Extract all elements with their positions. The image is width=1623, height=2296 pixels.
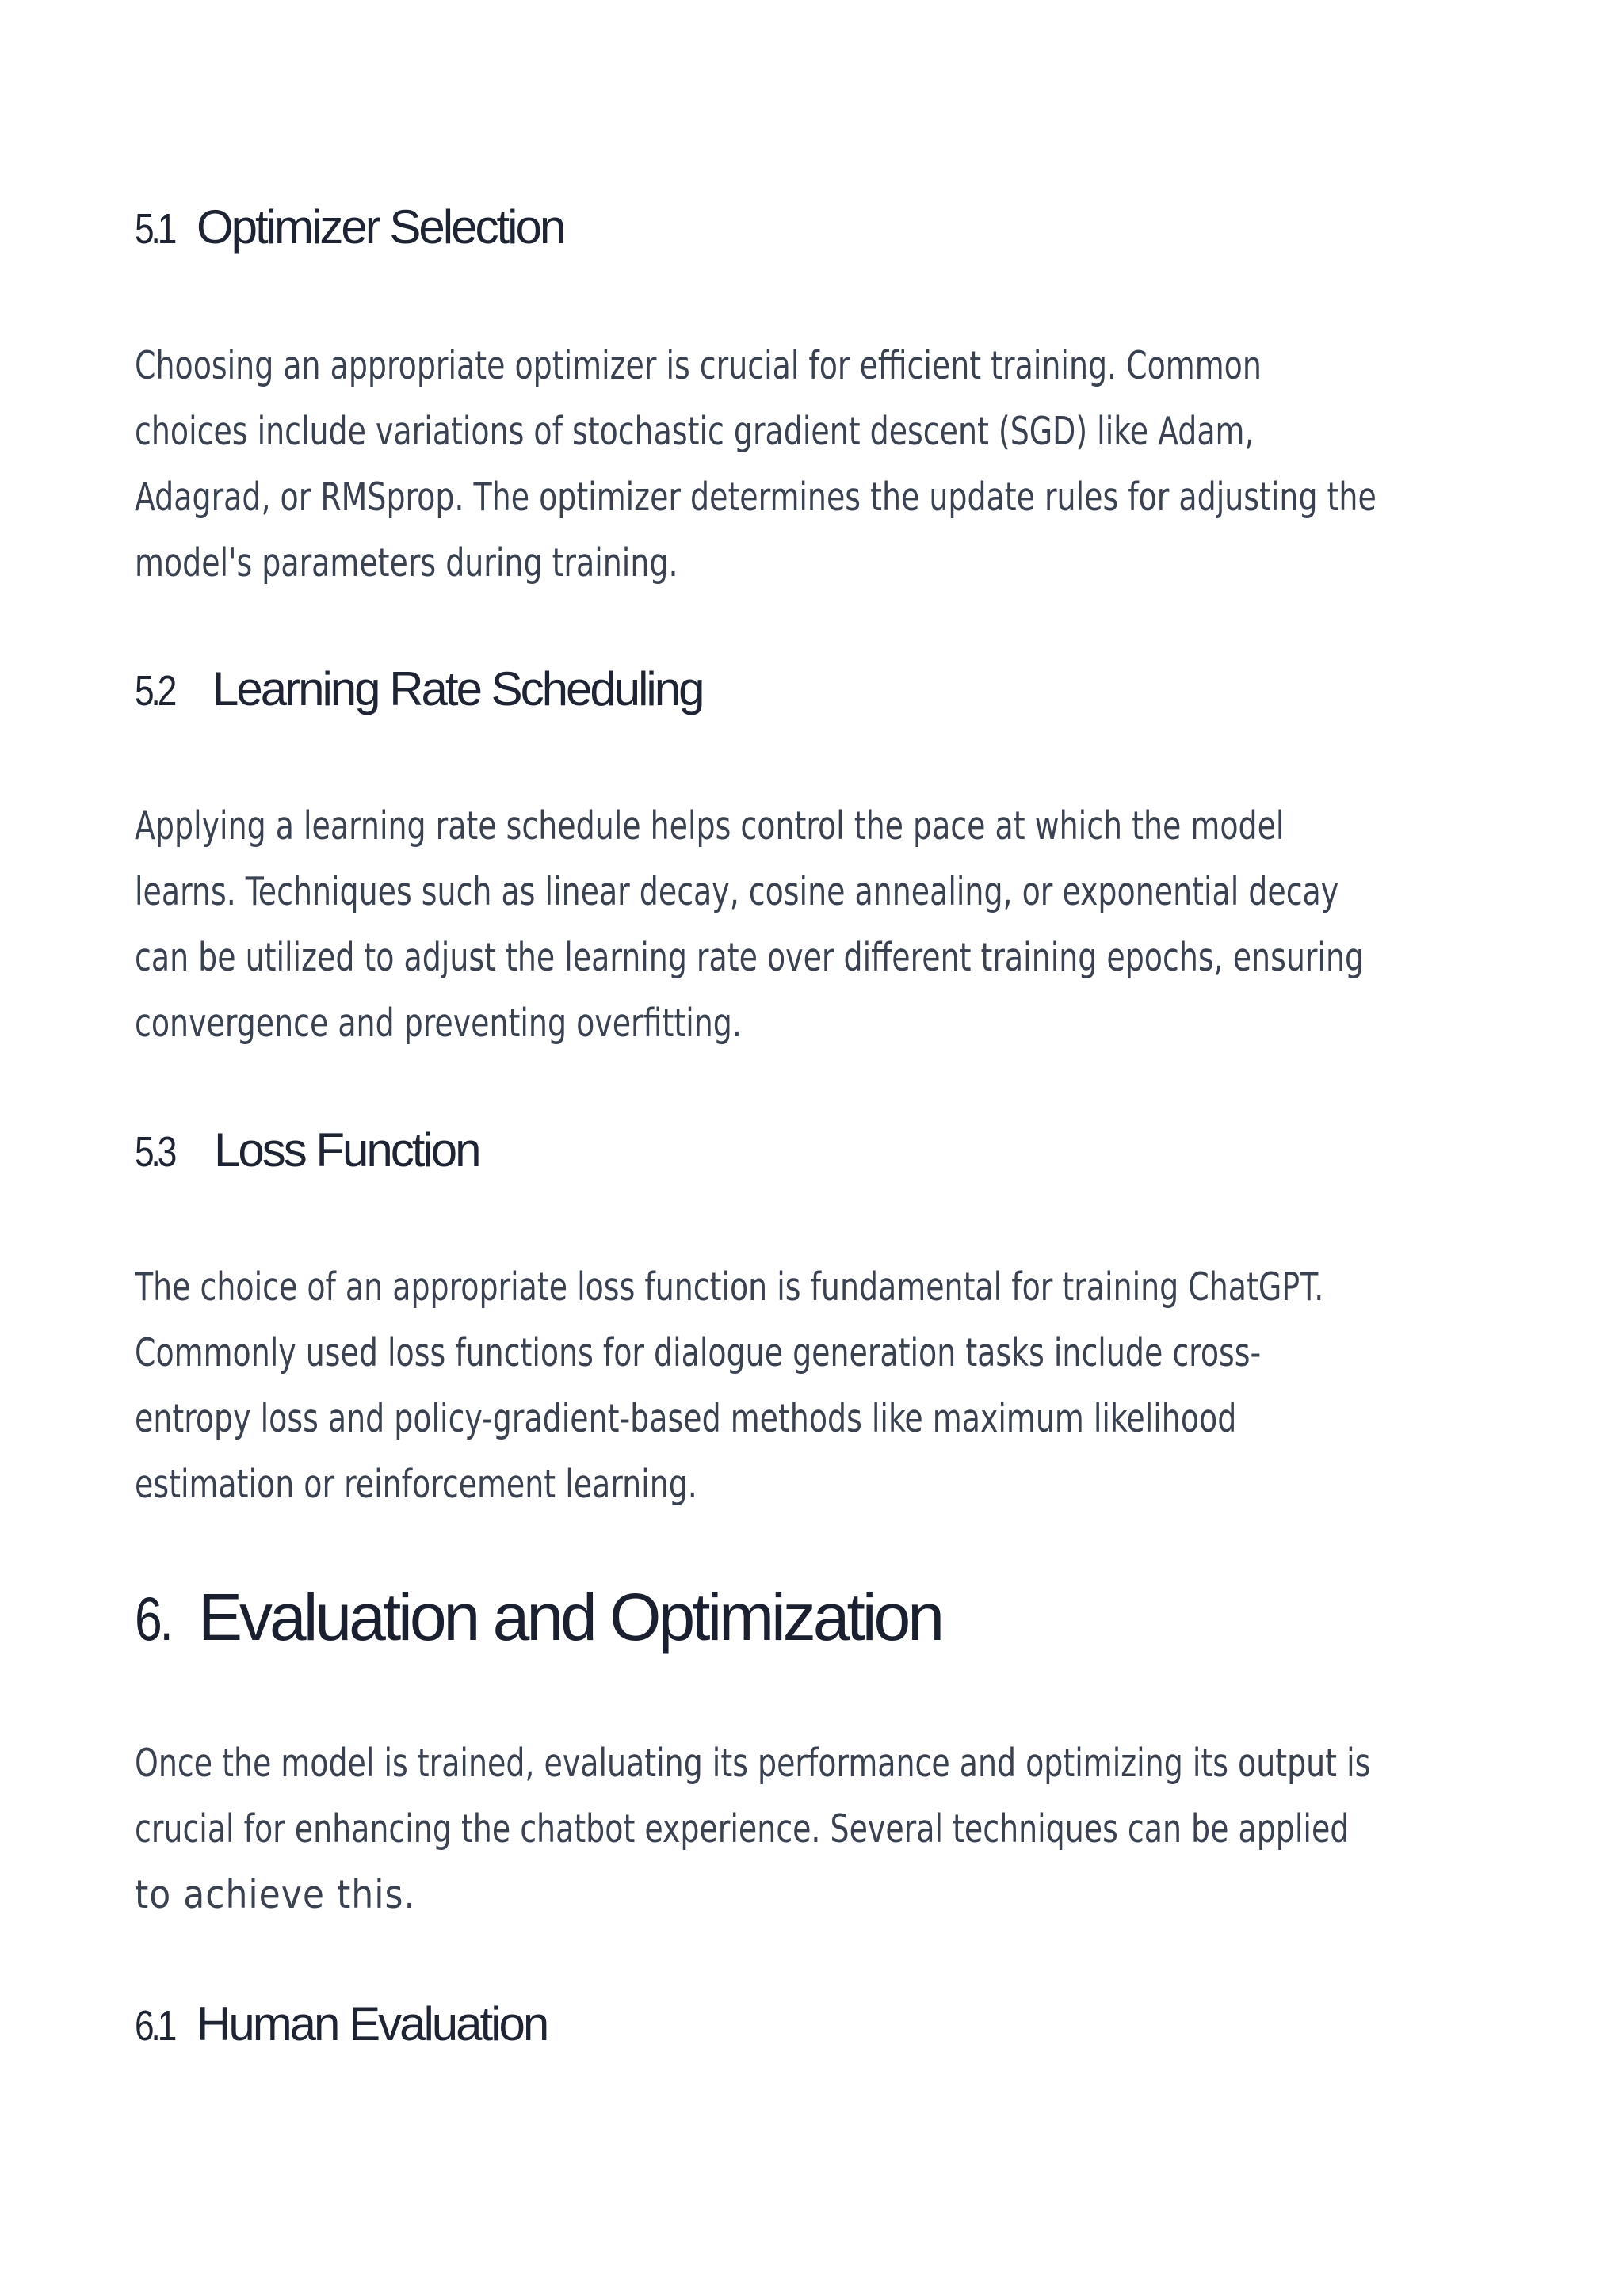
paragraph-line: learns. Techniques such as linear decay, cosine annealing, or exponential decay bbox=[135, 869, 1339, 914]
section-paragraph-5-2 bbox=[135, 793, 1514, 1056]
paragraph-line: estimation or reinforcement learning. bbox=[135, 1462, 697, 1507]
paragraph-line: Choosing an appropriate optimizer is crucial for efficient training. Common bbox=[135, 343, 1262, 388]
chapter-title: Evaluation and Optimization bbox=[198, 1580, 941, 1654]
section-title: Loss Function bbox=[214, 1123, 479, 1177]
paragraph-line: entropy loss and policy-gradient-based methods like maximum likelihood bbox=[135, 1396, 1237, 1441]
section-number: 5.1 bbox=[135, 205, 174, 253]
section-number: 6.1 bbox=[135, 2002, 174, 2050]
paragraph-line: model's parameters during training. bbox=[135, 540, 678, 585]
chapter-paragraph-6 bbox=[135, 1730, 1514, 1928]
paragraph-line: choices include variations of stochastic gradient descent (SGD) like Adam, bbox=[135, 409, 1254, 454]
section-number: 5.3 bbox=[135, 1128, 174, 1176]
paragraph-line: convergence and preventing overfitting. bbox=[135, 1001, 742, 1046]
section-heading-6-1 bbox=[135, 1997, 547, 2051]
paragraph-line: Adagrad, or RMSprop. The optimizer determines the update rules for adjusting the bbox=[135, 475, 1377, 520]
paragraph-line: Commonly used loss functions for dialogue generation tasks include cross- bbox=[135, 1330, 1262, 1375]
section-heading-5-3 bbox=[135, 1123, 479, 1177]
chapter-number: 6. bbox=[135, 1584, 171, 1653]
paragraph-line: Once the model is trained, evaluating its performance and optimizing its output is bbox=[135, 1741, 1371, 1786]
paragraph-line: Applying a learning rate schedule helps control the pace at which the model bbox=[135, 803, 1285, 849]
section-paragraph-5-3 bbox=[135, 1254, 1514, 1517]
section-number: 5.2 bbox=[135, 667, 174, 715]
section-paragraph-5-1 bbox=[135, 333, 1514, 596]
paragraph-line: can be utilized to adjust the learning rate over different training epochs, ensuring bbox=[135, 935, 1365, 980]
section-heading-5-2 bbox=[135, 662, 703, 716]
section-title: Human Evaluation bbox=[197, 1997, 548, 2050]
section-title: Optimizer Selection bbox=[197, 200, 564, 254]
section-title: Learning Rate Scheduling bbox=[212, 662, 703, 715]
paragraph-line: to achieve this. bbox=[135, 1872, 416, 1917]
section-heading-5-1 bbox=[135, 200, 563, 254]
paragraph-line: crucial for enhancing the chatbot experience. Several techniques can be applied bbox=[135, 1806, 1350, 1852]
chapter-heading-6 bbox=[135, 1579, 941, 1656]
paragraph-line: The choice of an appropriate loss function is fundamental for training ChatGPT. bbox=[135, 1264, 1324, 1310]
